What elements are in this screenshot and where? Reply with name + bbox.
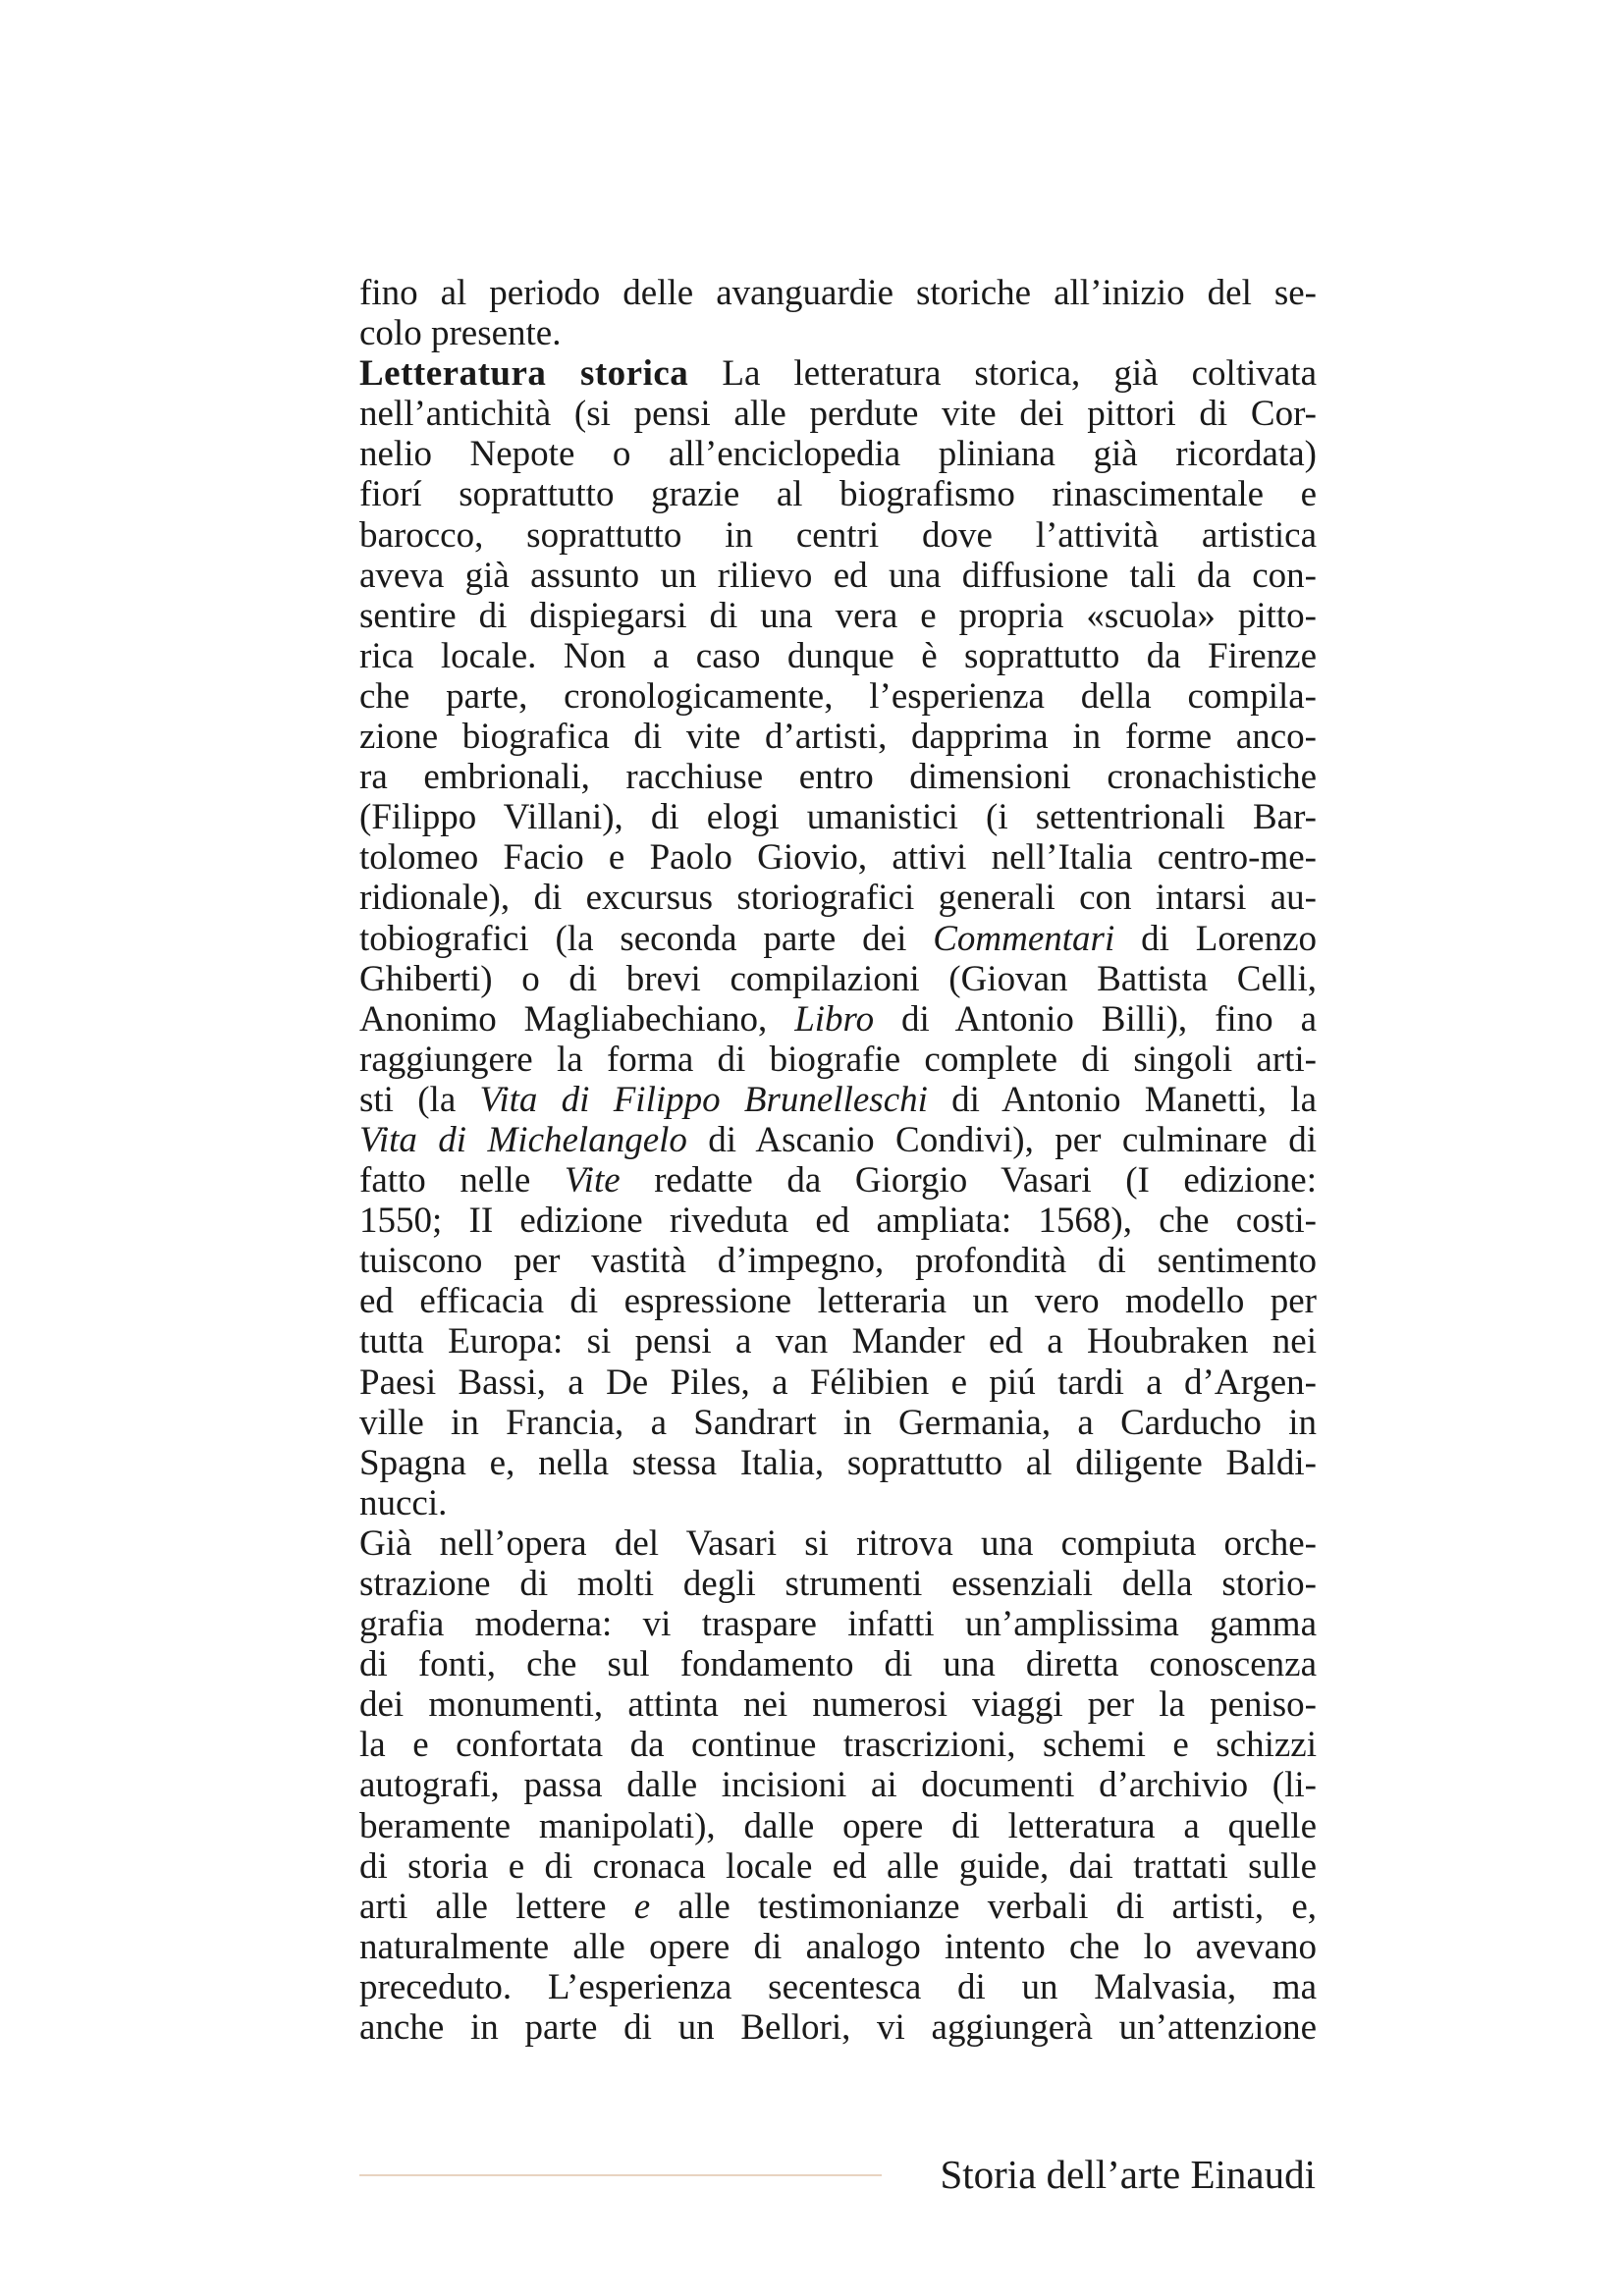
text-segment: che parte, cronologicamente, l’esperienza della compila- [359,675,1317,717]
text-line [359,1040,1317,1080]
text-line [359,1806,1317,1846]
text-segment: rica locale. Non a caso dunque è soprattutto da Firenze [359,635,1317,676]
text-segment: di fonti, che sul fondamento di una diretta conoscenza [359,1644,1317,1685]
text-line [359,1967,1317,2007]
text-segment: beramente manipolati), dalle opere di letteratura a quelle [359,1805,1317,1846]
text-segment: grafia moderna: vi traspare infatti un’amplissima gamma [359,1604,1317,1645]
text-segment: zione biografica di vite d’artisti, dapprima in forme anco- [359,717,1317,758]
text-line [359,1483,1317,1523]
text-segment: tobiografici (la seconda parte dei [359,918,934,959]
text-line [359,273,1317,313]
text-segment: ridionale), di excursus storiografici generali con intarsi au- [359,878,1317,919]
text-line [359,2007,1317,2048]
italic-title: Vita di Filippo Brunelleschi [479,1079,928,1120]
text-segment: tutta Europa: si pensi a van Mander ed a Houbraken nei [359,1321,1317,1362]
text-segment: autografi, passa dalle incisioni ai documenti d’archivio (li- [359,1765,1317,1806]
text-segment: barocco, soprattutto in centri dove l’attività artistica [359,514,1317,556]
text-segment: Spagna e, nella stessa Italia, soprattutto al diligente Baldi- [359,1442,1317,1483]
text-segment: redatte da Giorgio Vasari (I edizione: [620,1160,1317,1201]
text-segment: nelio Nepote o all’enciclopedia pliniana già ricordata) [359,434,1317,475]
text-line [359,1403,1317,1443]
text-segment: 1550; II edizione riveduta ed ampliata: 1568), che costi- [359,1201,1317,1242]
text-line [359,313,1317,353]
text-segment: Paesi Bassi, a De Piles, a Félibien e piú tardi a d’Argen- [359,1362,1317,1403]
italic-title: Vite [564,1160,621,1201]
text-segment: dei monumenti, attinta nei numerosi viaggi per la peniso- [359,1684,1317,1726]
text-line [359,878,1317,918]
text-segment: colo presente. [359,313,562,354]
text-segment: fatto nelle [359,1160,565,1201]
text-segment: ville in Francia, a Sandrart in Germania, a Carducho in [359,1402,1317,1443]
text-segment: di storia e di cronaca locale ed alle guide, dai trattati sulle [359,1845,1317,1887]
text-line [359,1684,1317,1725]
text-line [359,1160,1317,1201]
text-segment: ra embrionali, racchiuse entro dimensioni cronachistiche [359,757,1317,798]
text-segment: sentire di dispiegarsi di una vera e propria «scuola» pitto- [359,595,1317,636]
text-line [359,999,1317,1040]
text-segment: Anonimo Magliabechiano, [359,998,795,1040]
text-line [359,959,1317,999]
text-line [359,797,1317,837]
text-segment: nucci. [359,1482,448,1523]
text-line [359,1644,1317,1684]
italic-title: Commentari [933,918,1115,959]
italic-title: Libro [794,998,875,1040]
text-line [359,1927,1317,1967]
text-line [359,757,1317,797]
text-segment: di Antonio Billi), fino a [874,998,1317,1040]
text-line [359,1523,1317,1564]
text-segment: aveva già assunto un rilievo ed una diffusione tali da con- [359,555,1317,596]
italic-title: Vita di Michelangelo [359,1119,687,1160]
text-segment: tolomeo Facio e Paolo Giovio, attivi nell’Italia centro-me- [359,837,1317,879]
text-line [359,1846,1317,1887]
text-line [359,717,1317,757]
text-segment: arti alle lettere [359,1886,634,1927]
text-line [359,1241,1317,1281]
text-line [359,1725,1317,1765]
text-line [359,1281,1317,1321]
text-line [359,596,1317,636]
text-segment: sti (la [359,1079,480,1120]
text-segment: di Lorenzo [1114,918,1317,959]
text-segment: ed efficacia di espressione letteraria un vero modello per [359,1281,1317,1322]
text-line [359,1443,1317,1483]
text-segment: la e confortata da continue trascrizioni, schemi e schizzi [359,1725,1317,1766]
text-segment: (Filippo Villani), di elogi umanistici (i settentrionali Bar- [359,797,1317,838]
text-line [359,1201,1317,1241]
text-line [359,1321,1317,1362]
text-line [359,556,1317,596]
text-line [359,636,1317,676]
paragraph [359,353,1317,1523]
text-line [359,1765,1317,1805]
paragraph [359,1523,1317,2048]
text-segment: preceduto. L’esperienza secentesca di un Malvasia, ma [359,1966,1317,2007]
text-segment: tuiscono per vastità d’impegno, profondità di sentimento [359,1241,1317,1282]
text-segment: alle testimonianze verbali di artisti, e, [650,1886,1317,1927]
text-line [359,1604,1317,1644]
text-line [359,1080,1317,1120]
text-segment: Ghiberti) o di brevi compilazioni (Giovan Battista Celli, [359,958,1317,999]
text-line [359,1564,1317,1604]
text-line [359,394,1317,434]
text-segment: fiorí soprattutto grazie al biografismo rinascimentale e [359,474,1317,515]
text-segment: di Ascanio Condivi), per culminare di [686,1119,1317,1160]
text-segment: Già nell’opera del Vasari si ritrova una compiuta orche- [359,1522,1317,1564]
text-segment: anche in parte di un Bellori, vi aggiungerà un’attenzione [359,2007,1317,2049]
text-segment: fino al periodo delle avanguardie storiche all’inizio del se- [359,273,1317,313]
italic-title: e [633,1886,651,1927]
body-text [359,273,1317,2048]
text-line [359,474,1317,514]
text-line [359,515,1317,556]
paragraph [359,273,1317,353]
text-line [359,1120,1317,1160]
footer-rule [359,2174,882,2176]
text-line [359,919,1317,959]
text-segment: nell’antichità (si pensi alle perdute vite dei pittori di Cor- [359,394,1317,435]
text-line [359,1362,1317,1403]
text-segment: La letteratura storica, già coltivata [688,353,1317,395]
text-line [359,837,1317,878]
text-segment: naturalmente alle opere di analogo intento che lo avevano [359,1926,1317,1967]
footer-title: Storia dell’arte Einaudi [940,2152,1316,2197]
text-segment: strazione di molti degli strumenti essenziali della storio- [359,1564,1317,1604]
text-line [359,676,1317,717]
section-lead: Letteratura storica [359,353,689,395]
text-segment: raggiungere la forma di biografie complete di singoli arti- [359,1039,1317,1080]
text-line [359,353,1317,394]
text-line [359,1887,1317,1927]
text-line [359,434,1317,474]
text-segment: di Antonio Manetti, la [927,1079,1317,1120]
